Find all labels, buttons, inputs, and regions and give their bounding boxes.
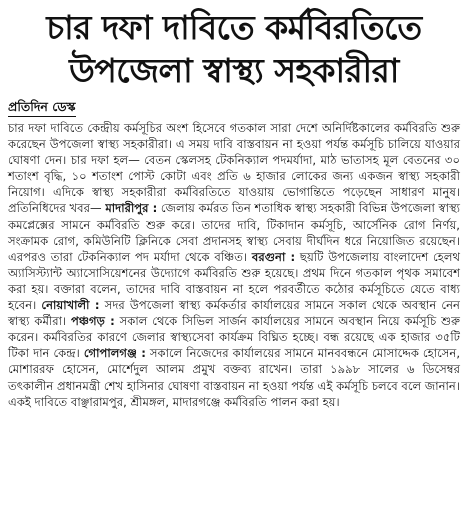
report-text-barguna: ছয়টি উপজেলায় বাংলাদেশ হেলথ অ্যাসিস্ট্যান্ট অ্যাসোসিয়েশনের উদ্যোগে কর্মবিরতি শুরু হয়েছে। প্রথম দিনে গতকাল পৃথক সমাবেশ করা হয়। বক্তারা বলেন, তাদের দাবি বাস্তবায়ন না হলে পরবর্তীতে কঠোর কর্মসূচিতে যেতে বাধ্য হবেন। (8, 249, 460, 313)
headline: চার দফা দাবিতে কর্মবিরতিতে উপজেলা স্বাস্থ্য সহকারীরা (46, 8, 422, 90)
article-paragraph (8, 120, 460, 410)
report-place-madaripur: মাদারীপুর : (105, 201, 158, 216)
report-text-gopalganj: সকালে নিজেদের কার্যালয়ের সামনে মানববন্ধনে মোসাদ্দেক হোসেন, মোশাররফ হোসেন, মোর্শেদুল আলম প্রমুখ বক্তব্য রাখেন। তারা ১৯৯৮ সালের ৬ ডিসেম্বর তৎকালীন প্রধানমন্ত্রী শেখ হাসিনার ঘোষণা বাস্তবায়ন না হওয়া পর্যন্ত এই কর্মসূচি চলবে বলে জানান। একই দাবিতে বাঞ্ছারামপুর, শ্রীমঙ্গল, মাদারগঞ্জে কর্মবিরতি পালন করা হয়। (8, 346, 461, 409)
report-place-panchagarh: পঞ্চগড় : (70, 314, 115, 329)
report-text-panchagarh: সকাল থেকে সিভিল সার্জন কার্যালয়ের সামনে অবস্থান নিয়ে কর্মসূচি শুরু করেন। কর্মবিরতির কারণে জেলার স্বাস্থ্যসেবা কার্যক্রম বিঘ্নিত হচ্ছে। বন্ধ রয়েছে এক হাজার ৩৫টি টিকা দান কেন্দ্র। (8, 314, 460, 361)
report-place-gopalganj: গোপালগঞ্জ : (83, 346, 146, 361)
report-text-noakhali: সদর উপজেলা স্বাস্থ্য কর্মকর্তার কার্যালয়ের সামনে সকাল থেকে অবস্থান নেন স্বাস্থ্য কর্মীরা। (8, 298, 460, 329)
lead-text: চার দফা দাবিতে কেন্দ্রীয় কর্মসূচির অংশ হিসেবে গতকাল সারা দেশে অনির্দিষ্টকালের কর্মবিরতি শুরু করেছেন উপজেলা স্বাস্থ্য সহকারীরা। এ সময় দাবি বাস্তবায়ন না হওয়া পর্যন্ত কর্মসূচি চালিয়ে যাওয়ার ঘোষণা দেন। চার দফা হল— বেতন স্কেলসহ টেকনিক্যাল পদমর্যাদা, মাঠ ভাতাসহ মূল বেতনের ৩০ শতাংশ বৃদ্ধি, ১০ শতাংশ পোস্ট কোটা এবং প্রতি ৬ হাজার লোকের জন্য একজন স্বাস্থ্য সহকারী নিয়োগ। এদিকে স্বাস্থ্য সহকারীরা কর্মবিরতিতে যাওয়ায় ভোগান্তিতে পড়েছেন সাধারণ মানুষ। প্রতিনিধিদের খবর— (8, 121, 460, 216)
article-body (8, 120, 460, 410)
report-place-barguna: বরগুনা : (251, 249, 296, 264)
byline: প্রতিদিন ডেস্ক (8, 99, 76, 117)
report-place-noakhali: নোয়াখালী : (41, 298, 100, 313)
byline-row (8, 96, 460, 118)
report-text-madaripur: জেলায় কর্মরত তিন শতাধিক স্বাস্থ্য সহকারী বিভিন্ন উপজেলা স্বাস্থ্য কমপ্লেক্সের সামনে কর্মবিরতি শুরু করে। তাদের দাবি, টিকাদান কর্মসূচি, আর্সেনিক রোগ নির্ণয়, সংক্রামক রোগ, কমিউনিটি ক্লিনিকে সেবা প্রদানসহ স্বাস্থ্য সেবায় দীর্ঘদিন ধরে নিয়োজিত রয়েছেন। এরপরও তারা টেকনিক্যাল পদ মর্যাদা থেকে বঞ্চিত। (8, 201, 460, 264)
